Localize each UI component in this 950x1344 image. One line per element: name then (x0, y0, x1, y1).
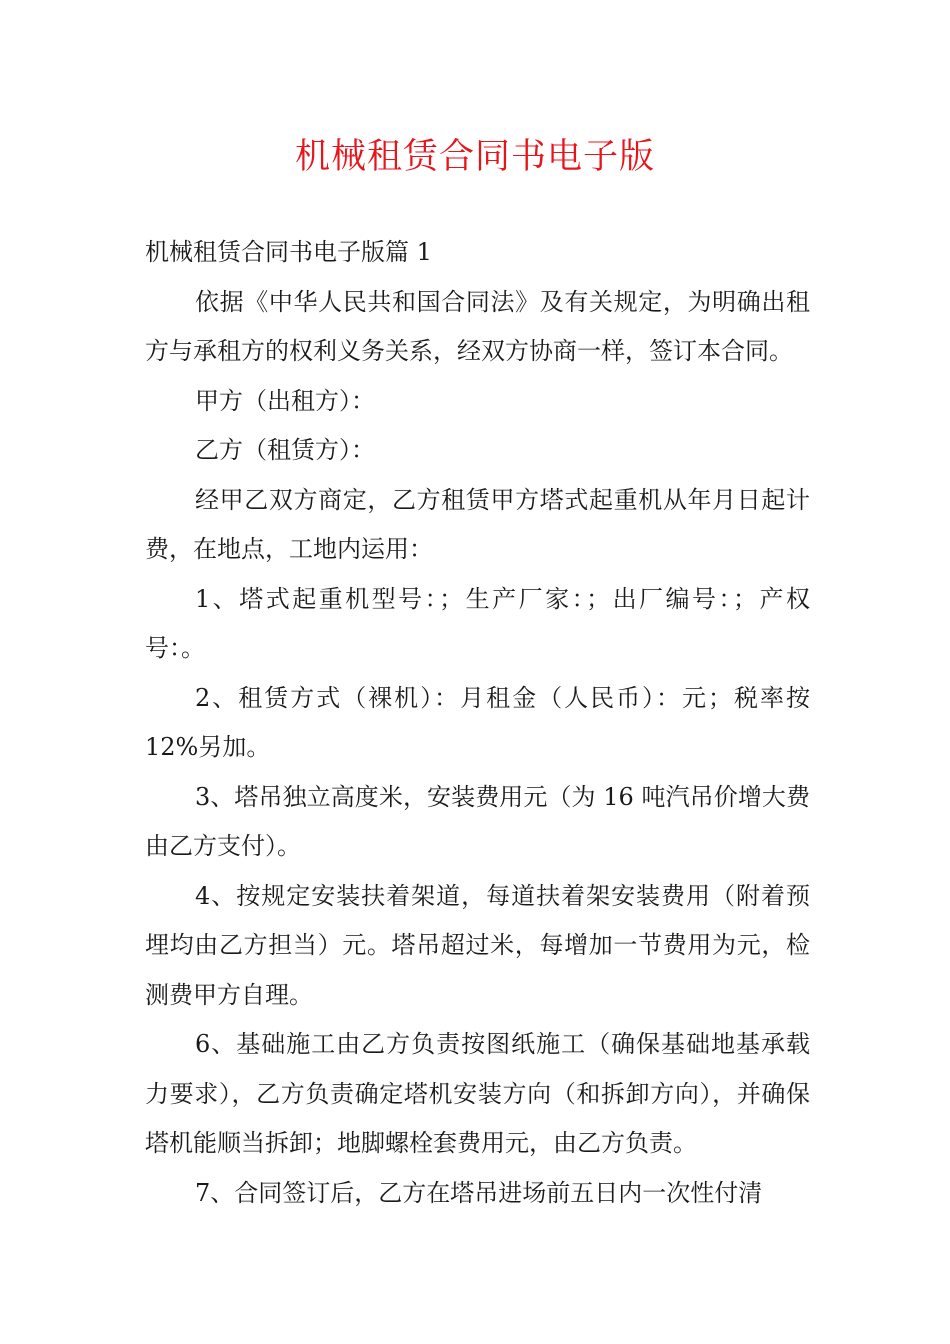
clause-3: 3、塔吊独立高度米，安装费用元（为 16 吨汽吊价增大费由乙方支付）。 (145, 782, 810, 860)
clause-1: 1、塔式起重机型号：；生产厂家：；出厂编号：；产权号：。 (145, 584, 810, 662)
clause-2: 2、租赁方式（裸机）：月租金（人民币）：元；税率按 12%另加。 (145, 683, 810, 761)
document-body (145, 228, 810, 1218)
paragraph-agreement: 经甲乙双方商定，乙方租赁甲方塔式起重机从年月日起计费，在地点，工地内运用： (145, 485, 810, 563)
paragraph-preamble: 依据《中华人民共和国合同法》及有关规定，为明确出租方与承租方的权利义务关系，经双方协商一样，签订本合同。 (145, 287, 810, 365)
clause-6: 6、基础施工由乙方负责按图纸施工（确保基础地基承载力要求），乙方负责确定塔机安装方向（和拆卸方向），并确保塔机能顺当拆卸；地脚螺栓套费用元，由乙方负责。 (145, 1030, 810, 1157)
clause-4: 4、按规定安装扶着架道，每道扶着架安装费用（附着预埋均由乙方担当）元。塔吊超过米，每增加一节费用为元，检测费甲方自理。 (145, 881, 810, 1009)
paragraph-party-b: 乙方（租赁方）： (195, 436, 375, 464)
document-title: 机械租赁合同书电子版 (294, 137, 655, 177)
clause-7: 7、合同签订后，乙方在塔吊进场前五日内一次性付清 (195, 1178, 763, 1207)
section-heading: 机械租赁合同书电子版篇 1 (145, 238, 432, 266)
paragraph-party-a: 甲方（出租方）： (195, 386, 375, 415)
